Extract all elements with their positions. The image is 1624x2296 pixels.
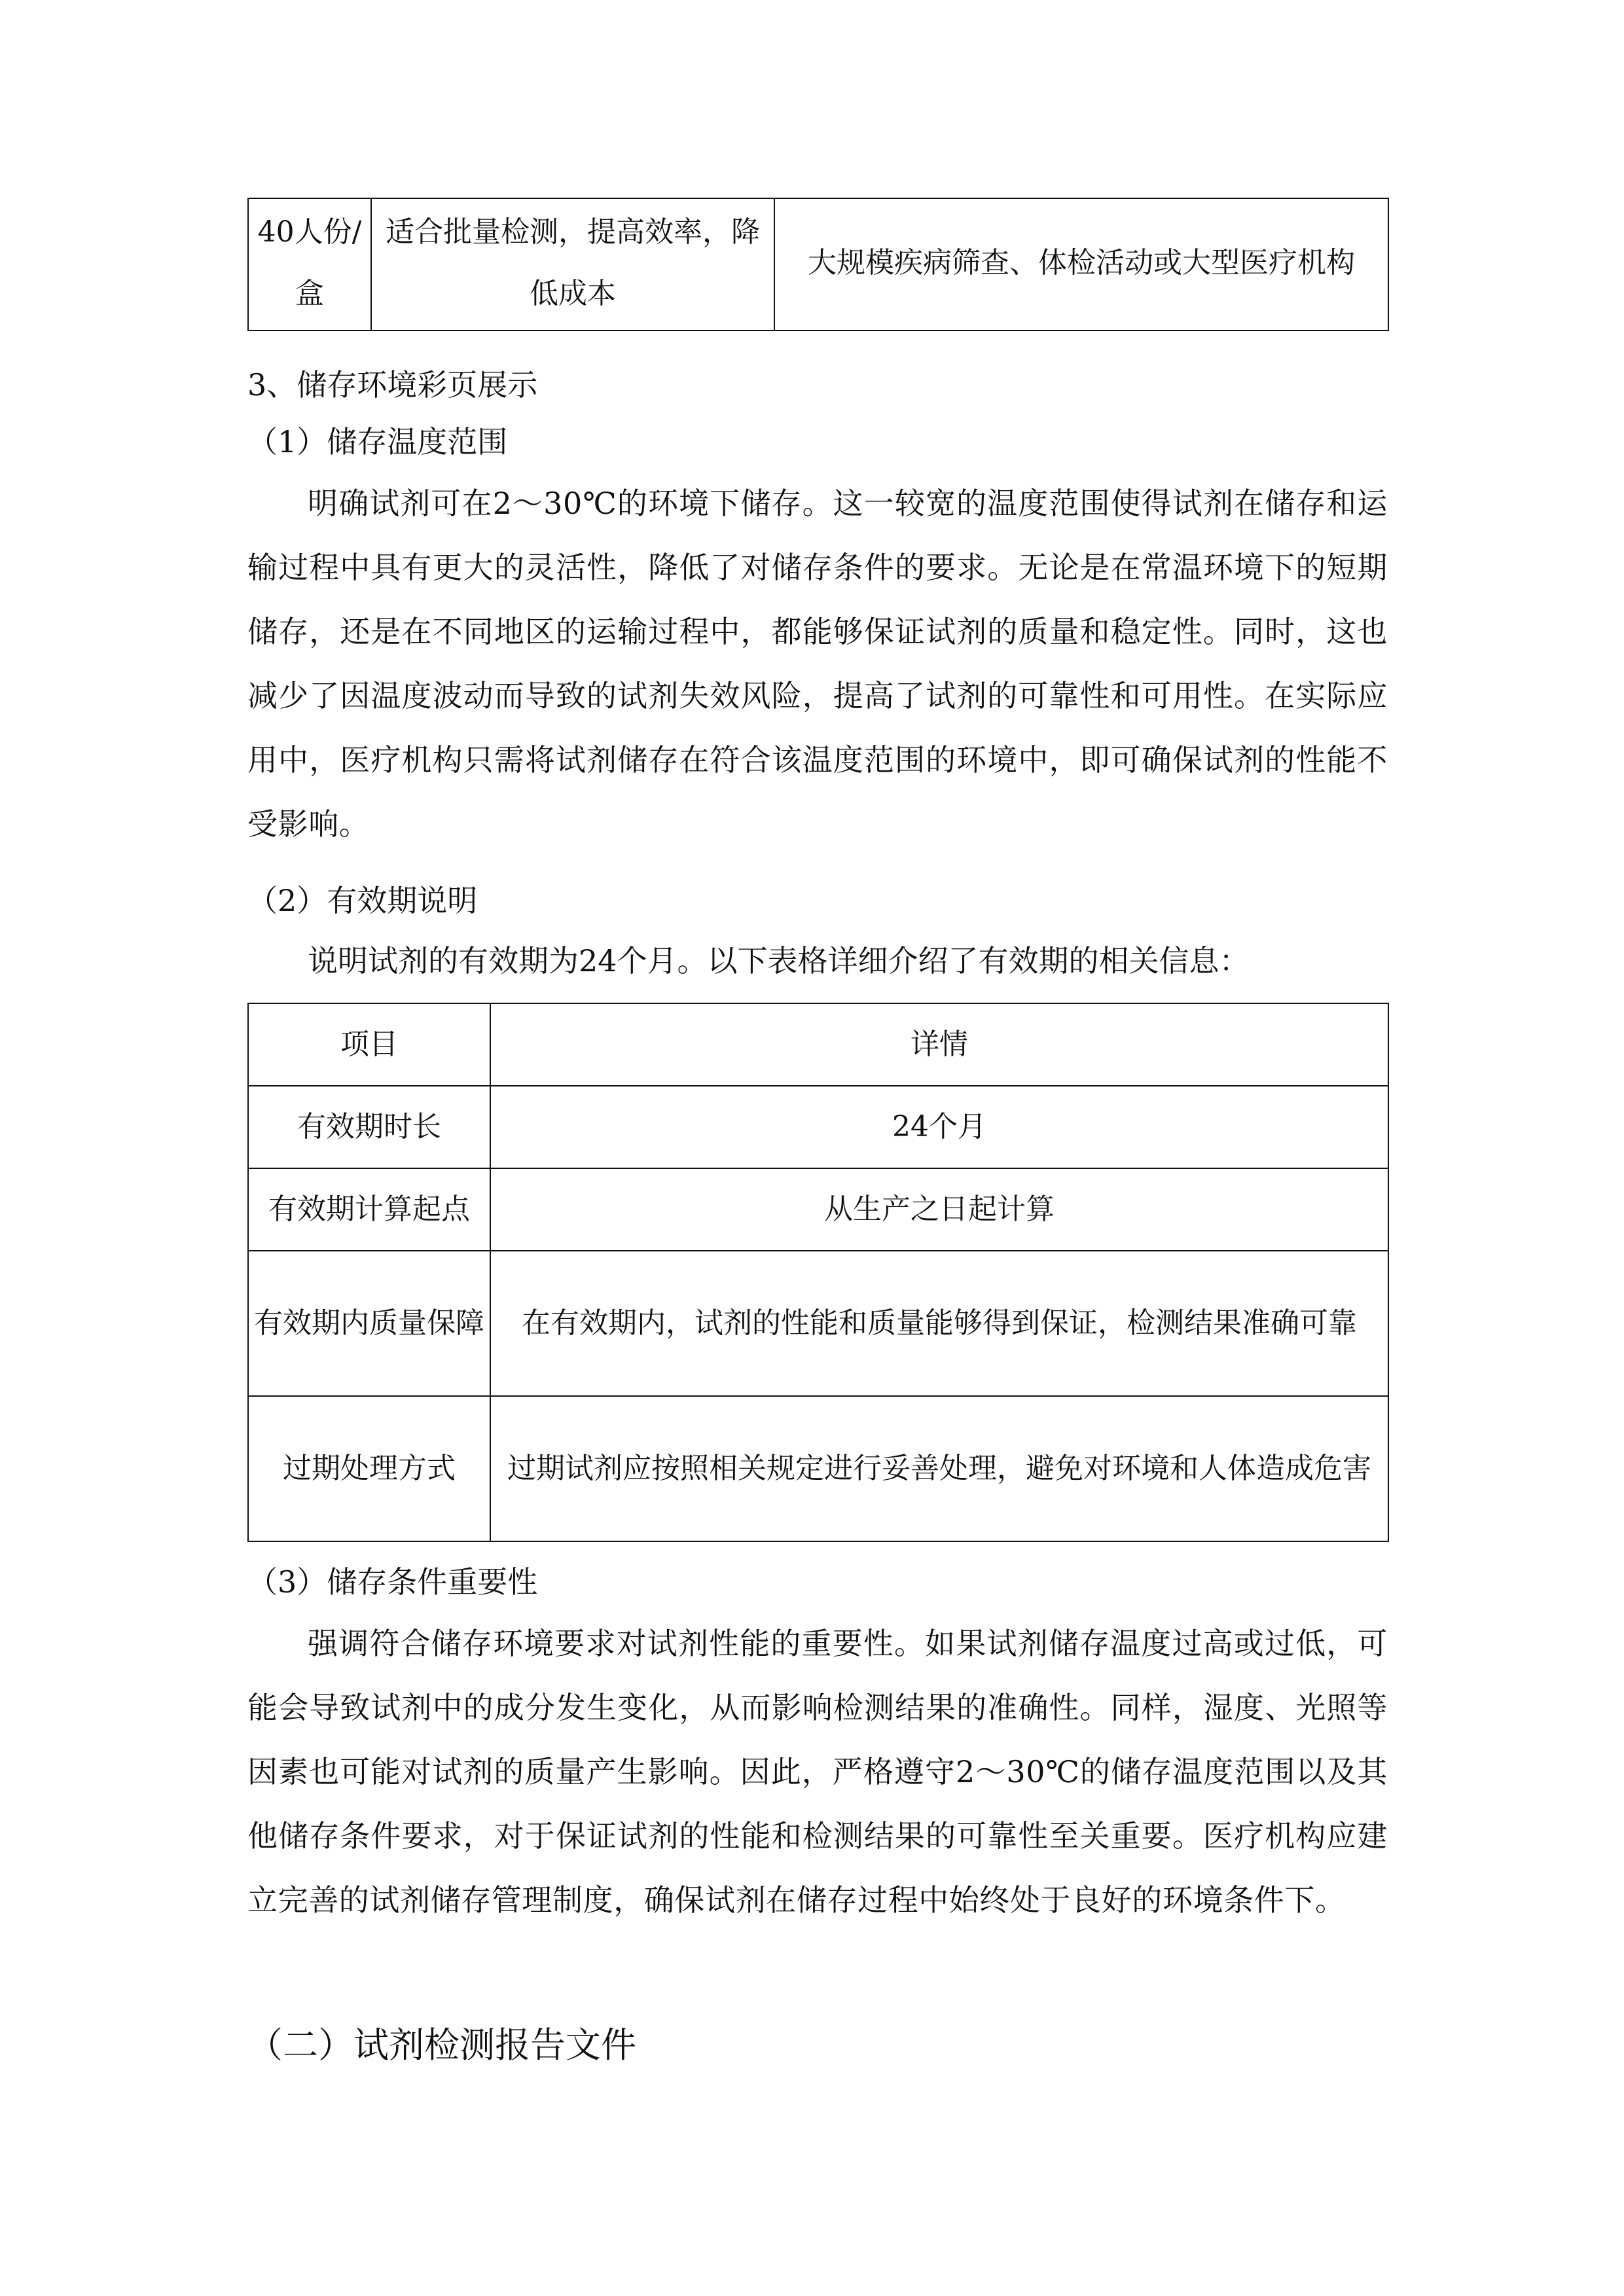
row-item-cell: 有效期计算起点 bbox=[248, 1168, 490, 1251]
validity-intro: 说明试剂的有效期为24个月。以下表格详细介绍了有效期的相关信息： bbox=[308, 943, 1250, 978]
row-detail-cell: 从生产之日起计算 bbox=[490, 1168, 1388, 1251]
section-title: 3、储存环境彩页展示 bbox=[247, 367, 538, 403]
table-row bbox=[248, 1086, 1388, 1168]
subsection-title-validity: （2）有效期说明 bbox=[247, 883, 478, 918]
subsection-title-importance: （3）储存条件重要性 bbox=[247, 1564, 538, 1600]
temperature-paragraph: 明确试剂可在2～30℃的环境下储存。这一较宽的温度范围使得试剂在储存和运输过程中具有更大的灵活性，降低了对储存条件的要求。无论是在常温环境下的短期储存，还是在不同地区的运输过程中，都能够保证试剂的质量和稳定性。同时，这也减少了因温度波动而导致的试剂失效风险，提高了试剂的可靠性和可用性。在实际应用中，医疗机构只需将试剂储存在符合该温度范围的环境中，即可确保试剂的性能不受影响。 bbox=[247, 486, 1388, 842]
table-row bbox=[248, 1168, 1388, 1251]
validity-table bbox=[247, 1003, 1389, 1542]
row-detail-cell: 过期试剂应按照相关规定进行妥善处理，避免对环境和人体造成危害 bbox=[490, 1396, 1388, 1541]
row-item-cell: 过期处理方式 bbox=[248, 1396, 490, 1541]
subsection-title-temperature: （1）储存温度范围 bbox=[247, 424, 508, 459]
importance-paragraph: 强调符合储存环境要求对试剂性能的重要性。如果试剂储存温度过高或过低，可能会导致试剂中的成分发生变化，从而影响检测结果的准确性。同样，湿度、光照等因素也可能对试剂的质量产生影响。因此，严格遵守2～30℃的储存温度范围以及其他储存条件要求，对于保证试剂的性能和检测结果的可靠性至关重要。医疗机构应建立完善的试剂储存管理制度，确保试剂在储存过程中始终处于良好的环境条件下。 bbox=[247, 1626, 1388, 1918]
column-header-item: 项目 bbox=[248, 1003, 490, 1086]
row-detail-cell: 在有效期内，试剂的性能和质量能够得到保证，检测结果准确可靠 bbox=[490, 1251, 1388, 1396]
scenario-cell: 大规模疾病筛查、体检活动或大型医疗机构 bbox=[774, 198, 1388, 331]
table-row bbox=[248, 1251, 1388, 1396]
table-row bbox=[248, 1396, 1388, 1541]
column-header-detail: 详情 bbox=[490, 1003, 1388, 1086]
spec-cell: 40人份/盒 bbox=[248, 198, 371, 331]
table-header-row bbox=[248, 1003, 1388, 1086]
row-item-cell: 有效期时长 bbox=[248, 1086, 490, 1168]
table-row bbox=[248, 198, 1388, 331]
section-heading-test-report: （二）试剂检测报告文件 bbox=[247, 2024, 636, 2066]
package-spec-table bbox=[247, 198, 1389, 331]
advantage-cell: 适合批量检测，提高效率，降低成本 bbox=[371, 198, 774, 331]
row-detail-cell: 24个月 bbox=[490, 1086, 1388, 1168]
row-item-cell: 有效期内质量保障 bbox=[248, 1251, 490, 1396]
